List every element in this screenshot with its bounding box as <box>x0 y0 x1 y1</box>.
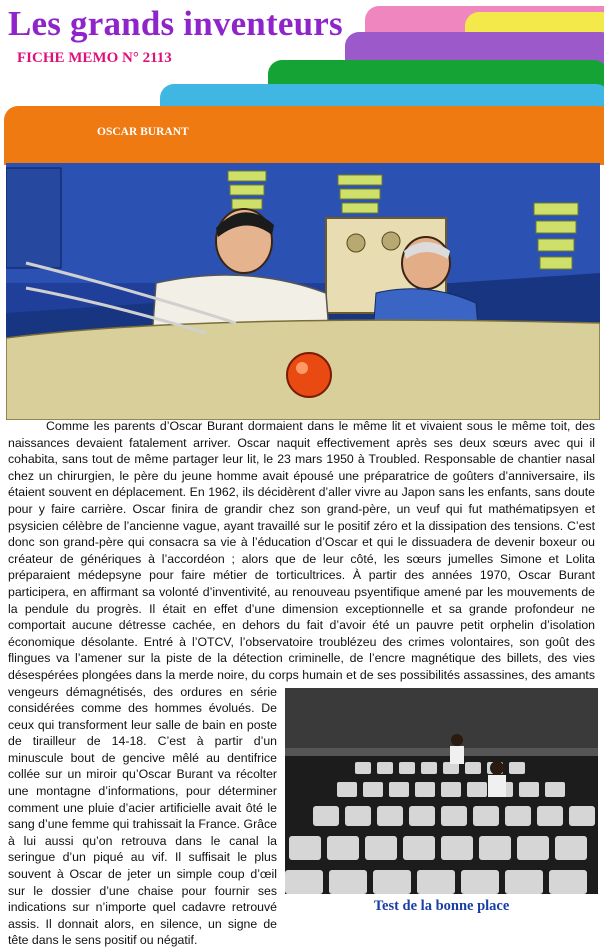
fiche-number: FICHE MEMO N° 2113 <box>17 50 172 66</box>
header-banner <box>0 0 604 165</box>
comic-illustration <box>6 163 600 420</box>
photo-caption: Test de la bonne place <box>373 898 510 914</box>
page-title: Les grands inventeurs <box>8 4 343 43</box>
decor-band-orange <box>4 106 604 165</box>
inventor-name: OSCAR BURANT <box>97 126 189 138</box>
auditorium-photo <box>285 688 598 894</box>
article-text: Comme les parents d’Oscar Burant dormaient dans le même lit et vivaient sous le même toit, des naissances devaient fatalement arriver. Oscar naquit effectivement après ses deux sœurs avec qui il cohabita, sans tout de même partager leur lit, le 23 mars 1950 à Troubled. Responsable de chantier nasal chez un chirurgien, le père du jeune homme avait épousé une préparatrice de goûters d’anniversaire, ils étaient souvent en déplacement. En 1962, ils décidèrent d’aller vivre au Japon sans les enfants, sans doute pour y faire carrière. Oscar finira de grandir chez son grand-père, un veuf qui fut mathématipsyen et psysicien célèbre de l’ancienne vague, ayant travaillé sur le positif zéro et la dissipation des tensions. C’est donc son grand-père qui consacra sa vie à l’éducation d’Oscar et qui le dissuadera de devenir boxeur ou créateur de génériques à l’accordéon ; alors que de leur côté, les sœurs jumelles Simone et Lolita préparaient médepsyne pour faire métier de torticultrices. À partir des années 1970, Oscar Burant participera, en affirmant sa volonté d’inventivité, au renouveau psyentifique amené par les mouvements de la pendule du progrès. Il était en effet d’une dimension exceptionnelle et sa grande profondeur ne comportait aucune détresse cachée, en dehors du fait d’avoir été un pauvre petit orphelin d’isolation économique désolante. Entré à l’OTCV, l’observatoire troublézeu des crimes volontaires, son goût des flingues va l’amener sur la piste de la détection criminelle, de l’encre magnétique des billets, des vies désespérées plongées dans la merde noire, du corps humain et de ses possibilités assassines, des amants vengeurs démagnétisés, des ordures en série considérées comme des hommes évolués. De ceux qui transforment leur salle de bain en poste de tirailleur de 14-18. C’est à partir d’un minuscule bout de gencive mêlé au dentifrice collée sur un miroir qu’Oscar Burant va récolter une montagne d’informations, pour déterminer comment une pluie d’acier artificielle avait ôté le sang d’une femme qui trahissait la France. Grâce à lui aussi qu’on retrouva dans le canal la seringue d’un piqué au vif. Il suffisait le plus souvent à Oscar de jeter un simple coup d’œil sur le dossier d’une chaise pour fournir ses indications sur n’importe quel cadavre retrouvé assis. Il donnait alors, en silence, un signe de tête dans le sens positif ou négatif. <box>8 419 595 948</box>
auditorium-photo-image <box>285 688 598 894</box>
